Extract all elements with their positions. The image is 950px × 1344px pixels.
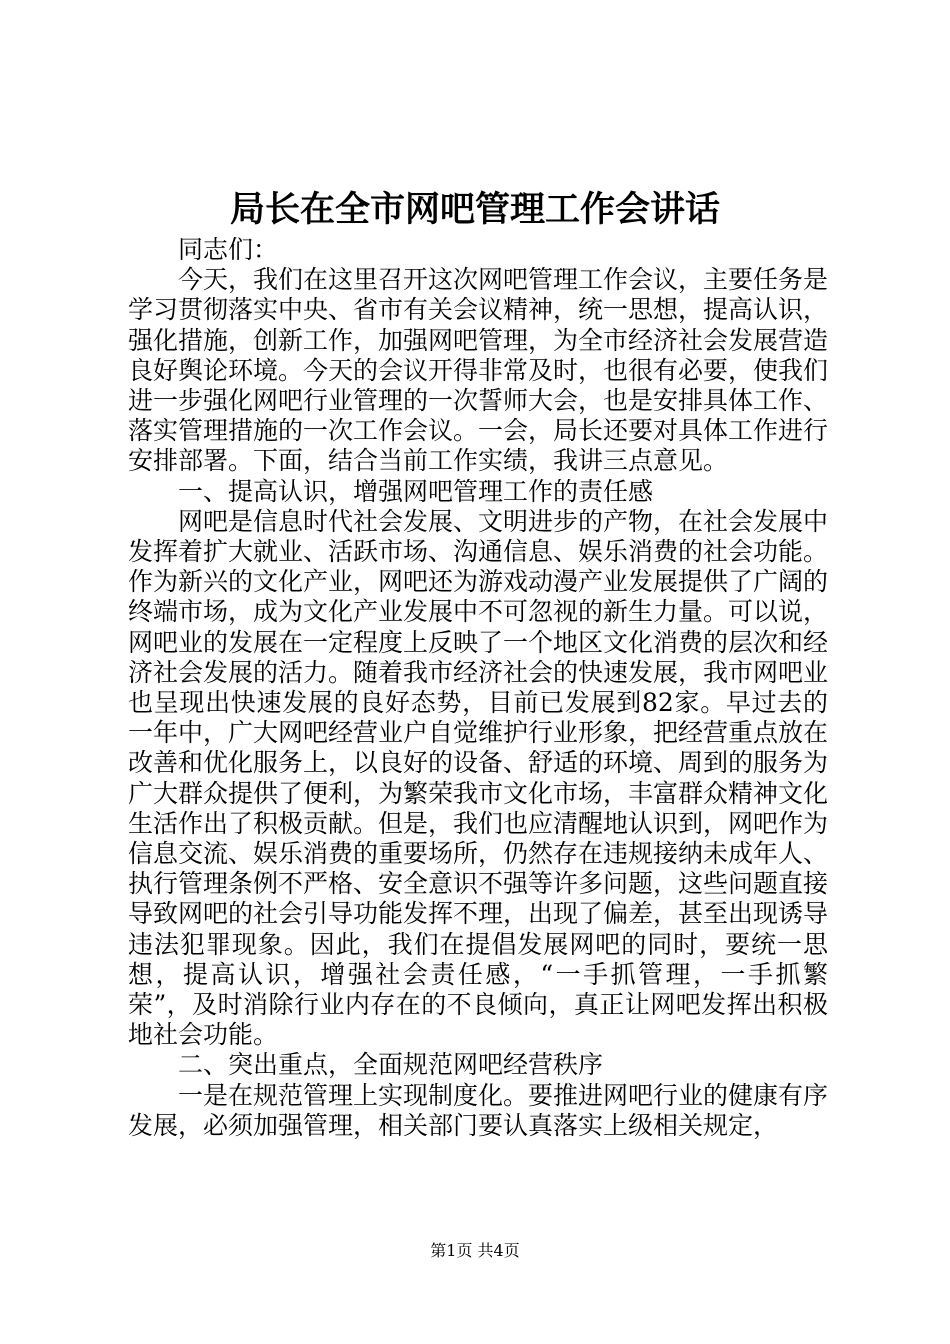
page-number-footer: 第1页 共4页 [430, 1241, 520, 1260]
document-title: 局长在全市网吧管理工作会讲话 [229, 189, 720, 230]
section-2-paragraph: 一是在规范管理上实现制度化。要推进网吧行业的健康有序发展，必须加强管理，相关部门要认真落实上级相关规定， [128, 1080, 829, 1140]
section-1-paragraph: 网吧是信息时代社会发展、文明进步的产物，在社会发展中发挥着扩大就业、活跃市场、沟通信息、娱乐消费的社会功能。作为新兴的文化产业，网吧还为游戏动漫产业发展提供了广阔的终端市场，成为文化产业发展中不可忽视的新生力量。可以说，网吧业的发展在一定程度上反映了一个地区文化消费的层次和经济社会发展的活力。随着我市经济社会的快速发展，我市网吧业也呈现出快速发展的良好态势，目前已发展到82家。早过去的一年中，广大网吧经营业户自觉维护行业形象，把经营重点放在改善和优化服务上，以良好的设备、舒适的环境、周到的服务为广大群众提供了便利，为繁荣我市文化市场，丰富群众精神文化生活作出了积极贡献。但是，我们也应清醒地认识到，网吧作为信息交流、娱乐消费的重要场所，仍然存在违规接纳未成年人、执行管理条例不严格、安全意识不强等许多问题，这些问题直接导致网吧的社会引导功能发挥不理，出现了偏差，甚至出现诱导违法犯罪现象。因此，我们在提倡发展网吧的同时，要统一思想，提高认识，增强社会责任感，“一手抓管理，一手抓繁荣”，及时消除行业内存在的不良倾向，真正让网吧发挥出积极地社会功能。 [128, 506, 829, 1050]
intro-paragraph: 今天，我们在这里召开这次网吧管理工作会议，主要任务是学习贯彻落实中央、省市有关会议精神，统一思想，提高认识，强化措施，创新工作，加强网吧管理，为全市经济社会发展营造良好舆论环境。今天的会议开得非常及时，也很有必要，使我们进一步强化网吧行业管理的一次誓师大会，也是安排具体工作、落实管理措施的一次工作会议。一会，局长还要对具体工作进行安排部署。下面，结合当前工作实绩，我讲三点意见。 [128, 265, 829, 476]
section-heading-2: 二、突出重点，全面规范网吧经营秩序 [178, 1050, 604, 1080]
salutation-paragraph: 同志们： [178, 235, 279, 264]
document-body [128, 235, 828, 1141]
section-heading-1: 一、提高认识，增强网吧管理工作的责任感 [178, 476, 654, 506]
